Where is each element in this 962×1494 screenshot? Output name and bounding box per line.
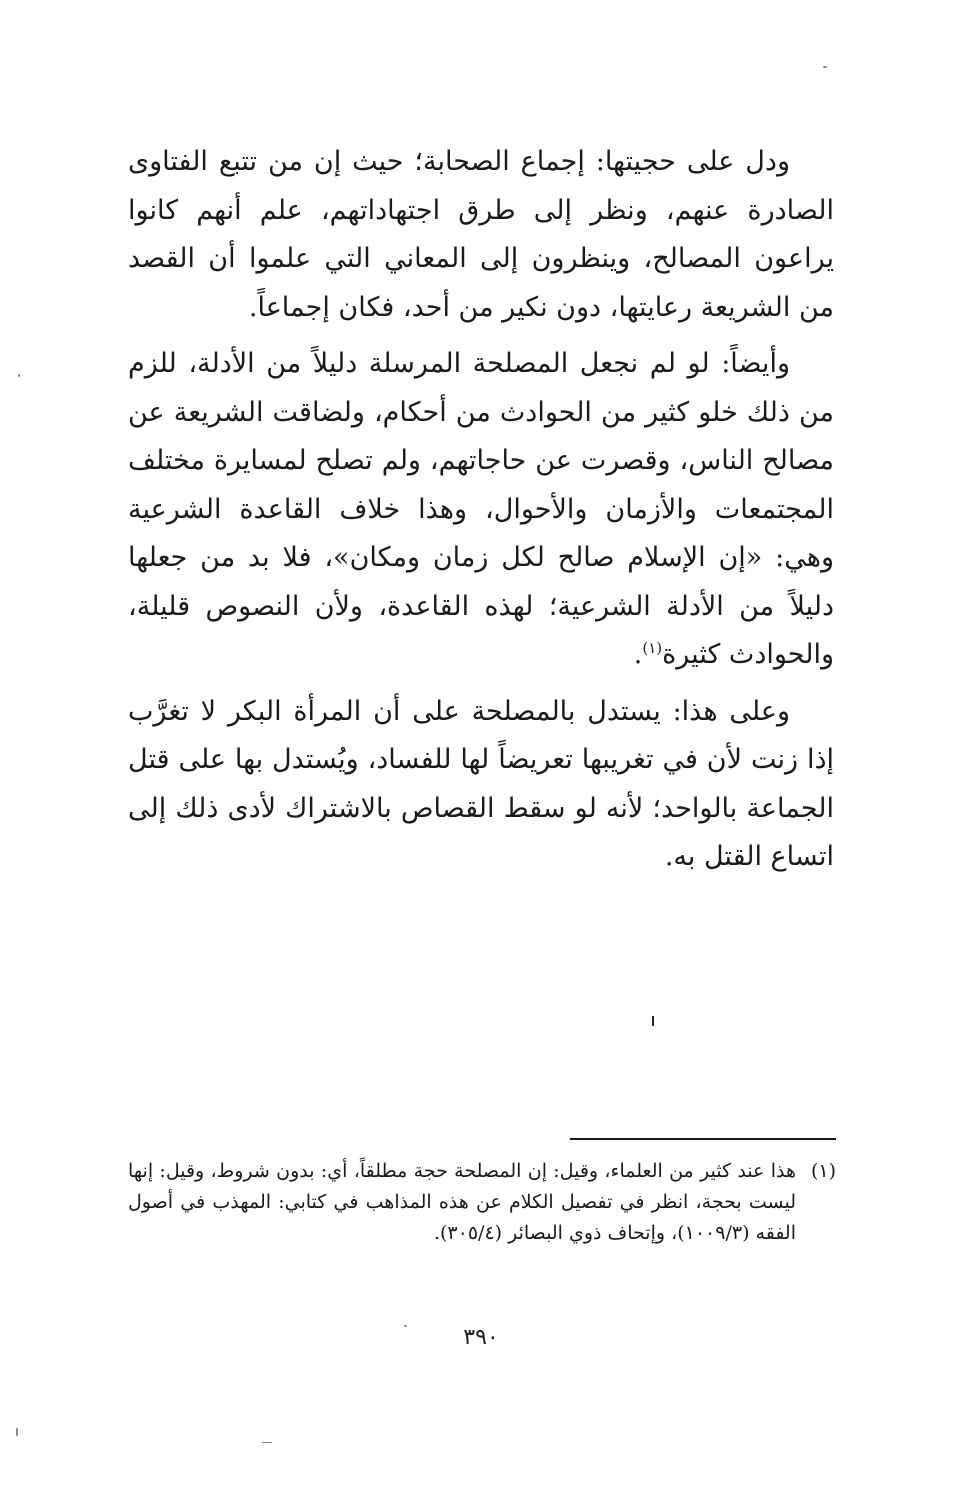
paragraph-2-text: وأيضاً: لو لم نجعل المصلحة المرسلة دليلاً من الأدلة، للزم من ذلك خلو كثير من الحوادث من أحكام، ولضاقت الشريعة عن مصالح الناس، وقصرت عن حاجاتهم، ولم تصلح لمسايرة مختلف المجتمعات والأزمان والأحوال، وهذا خلاف القاعدة الشرعية وهي: «إن الإسلام صالح لكل زمان ومكان»، فلا بد من جعلها دليلاً من الأدلة الشرعية؛ لهذه القاعدة، ولأن النصوص قليلة، والحوادث كثيرة (128, 348, 834, 670)
footnote-number: (١) (810, 1160, 836, 1182)
paragraph-1: ودل على حجيتها: إجماع الصحابة؛ حيث إن من تتبع الفتاوى الصادرة عنهم، ونظر إلى طرق اجتهاداتهم، علم أنهم كانوا يراعون المصالح، وينظرون إلى المعاني التي علموا أن القصد من الشريعة رعايتها، دون نكير من أحد، فكان إجماعاً. (128, 146, 834, 323)
scan-speck (823, 66, 827, 68)
footnote-divider (570, 1138, 836, 1140)
paragraph-2 (128, 340, 834, 680)
scan-speck (404, 1325, 407, 1327)
footnote (128, 1156, 836, 1249)
page-number: ٣٩٠ (463, 1325, 499, 1350)
footnote-text: هذا عند كثير من العلماء، وقيل: إن المصلحة حجة مطلقاً، أي: بدون شروط، وقيل: إنها ليست بحجة، انظر في تفصيل الكلام عن هذه المذاهب في كتابي: المهذب في أصول الفقه (١٠٠٩/٣)، وإتحاف ذوي البصائر (٣٠٥/٤). (128, 1160, 796, 1244)
footnote-body (128, 1156, 836, 1249)
paragraph-3: وعلى هذا: يستدل بالمصلحة على أن المرأة البكر لا تغرَّب إذا زنت لأن في تغريبها تعريضاً لها للفساد، ويُستدل بها على قتل الجماعة بالواحد؛ لأنه لو سقط القصاص بالاشتراك لأدى ذلك إلى اتساع القتل به. (128, 695, 834, 872)
scan-speck (16, 1428, 18, 1436)
scan-speck (18, 374, 20, 377)
ink-mark (652, 1016, 654, 1026)
scan-speck (262, 1442, 272, 1443)
footnote-reference[interactable]: (١) (642, 639, 663, 657)
main-text (128, 138, 834, 882)
paragraph-2-end: . (633, 639, 643, 670)
